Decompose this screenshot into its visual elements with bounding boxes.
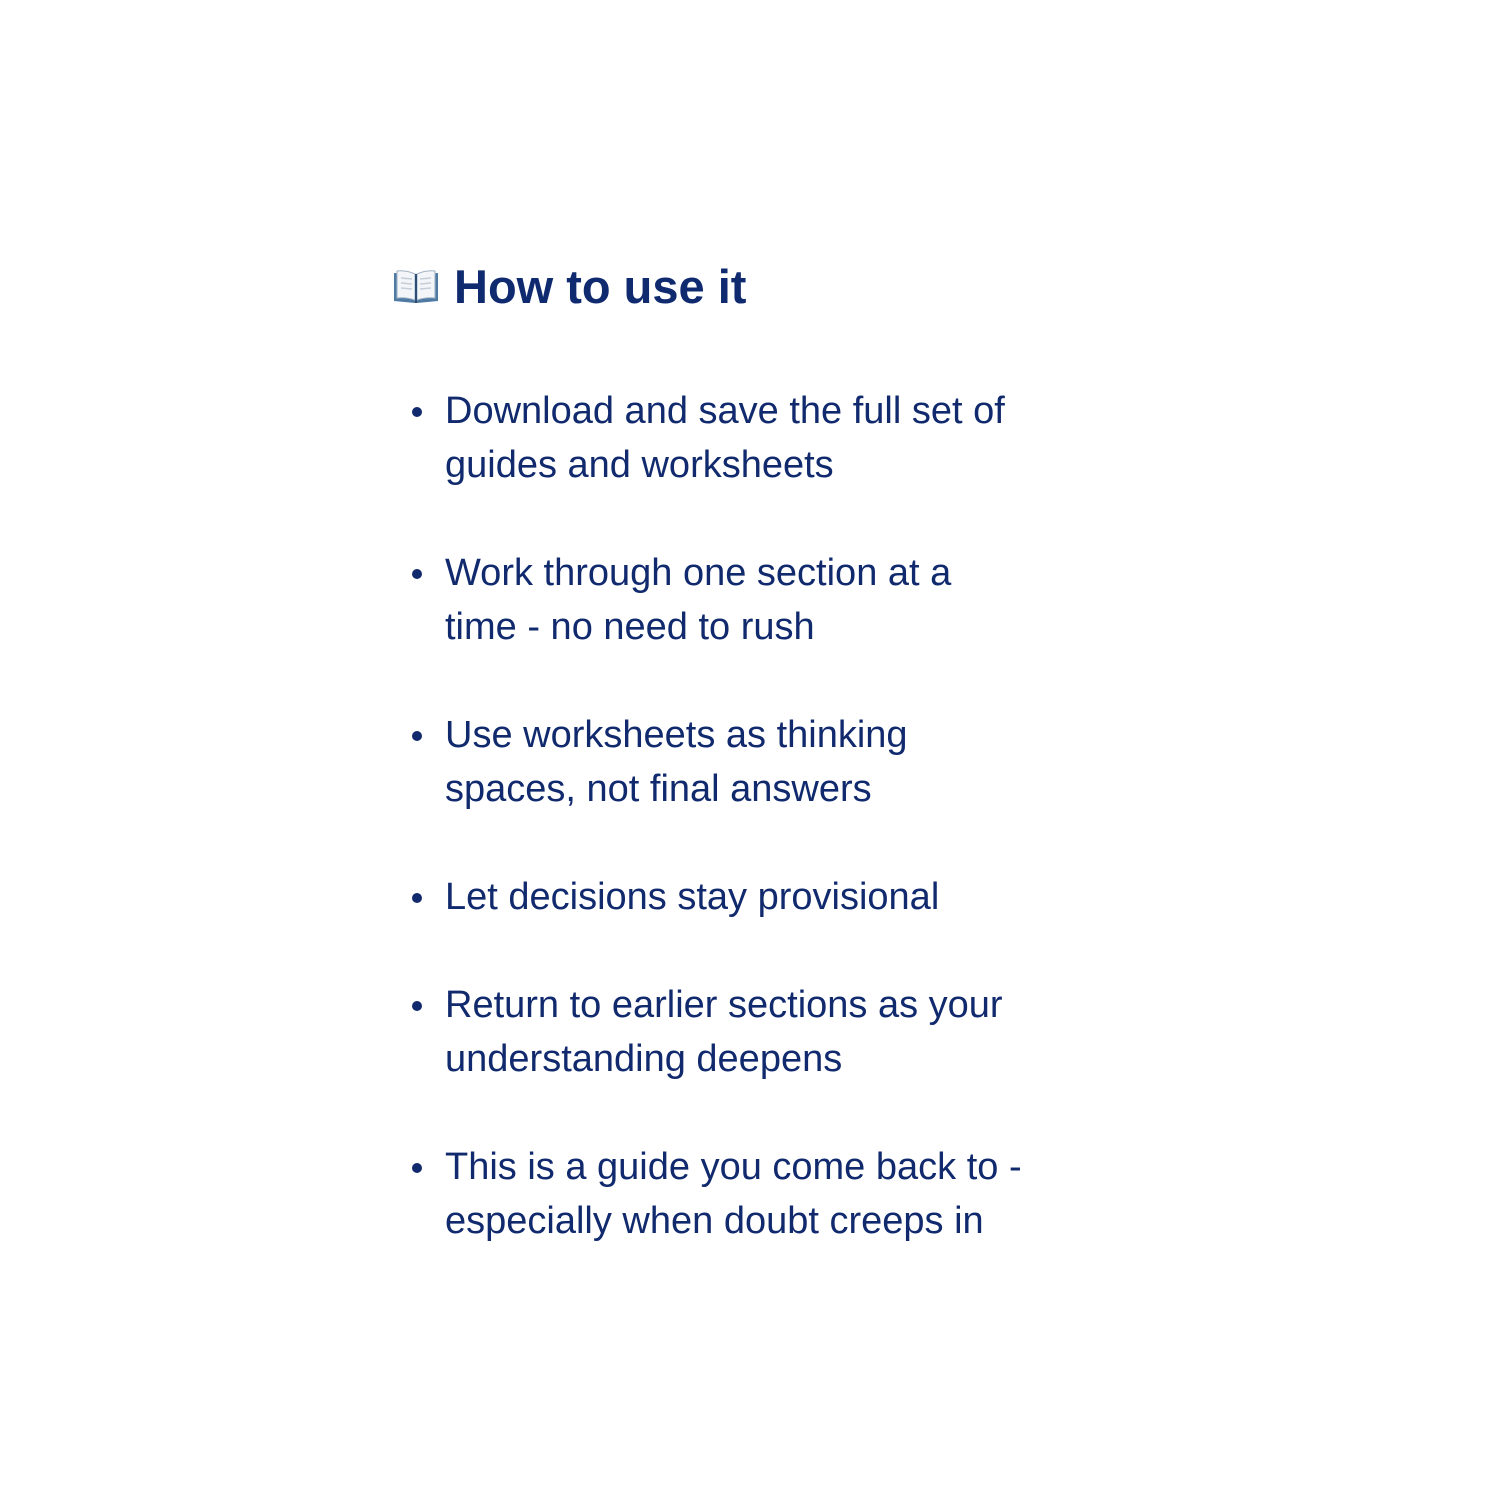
bullet-icon (412, 407, 422, 417)
bullet-icon (412, 1163, 422, 1173)
list-item (412, 978, 1132, 1086)
list-item (412, 384, 1132, 492)
section-heading (392, 258, 1152, 316)
bullet-icon (412, 731, 422, 741)
list-item-text: Work through one section at a (445, 552, 952, 594)
how-to-use-section (392, 258, 1152, 1242)
bullet-icon (412, 893, 422, 903)
instructions-list (412, 384, 1132, 1248)
list-item-text: This is a guide you come back to - (445, 1146, 1022, 1188)
list-item-text: spaces, not final answers (445, 768, 872, 810)
list-item-text: Return to earlier sections as your (445, 984, 1003, 1026)
list-item-text: Let decisions stay provisional (445, 876, 940, 918)
open-book-icon (392, 268, 440, 306)
page-title: How to use it (454, 260, 747, 313)
list-item-text: guides and worksheets (445, 444, 834, 486)
list-item-text: Download and save the full set of (445, 390, 1005, 432)
list-item (412, 870, 1132, 924)
list-item (412, 546, 1132, 654)
list-item-text: time - no need to rush (445, 606, 815, 648)
bullet-icon (412, 569, 422, 579)
list-item (412, 1140, 1132, 1248)
list-item (412, 708, 1132, 816)
bullet-icon (412, 1001, 422, 1011)
list-item-text: Use worksheets as thinking (445, 714, 908, 756)
list-item-text: especially when doubt creeps in (445, 1200, 984, 1242)
list-item-text: understanding deepens (445, 1038, 843, 1080)
